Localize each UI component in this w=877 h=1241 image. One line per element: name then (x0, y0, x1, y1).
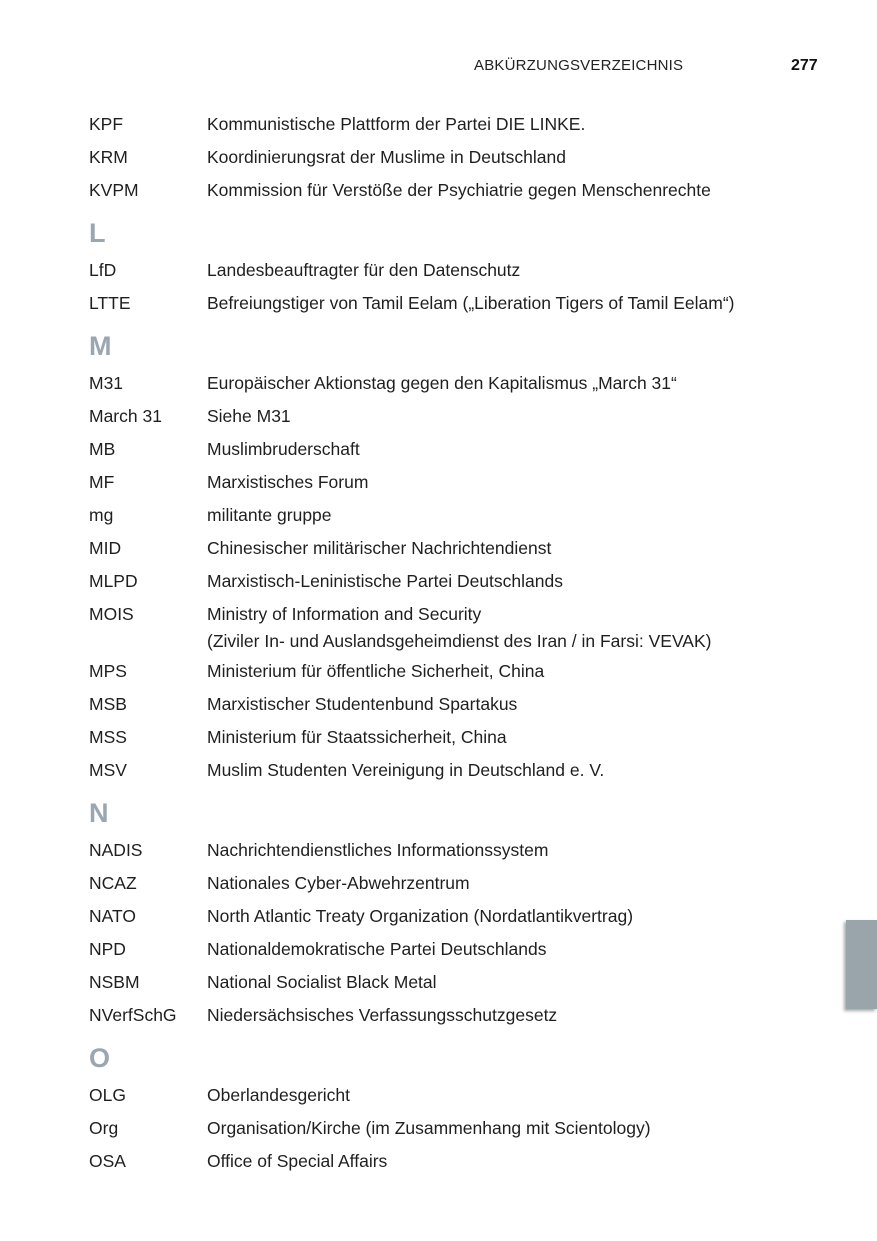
abbreviation: OLG (89, 1085, 126, 1105)
list-item (89, 108, 849, 141)
definition-line: Office of Special Affairs (207, 1151, 388, 1171)
abbreviation: LTTE (89, 293, 131, 313)
page-number: 277 (791, 57, 818, 74)
abbreviation: NVerfSchG (89, 1005, 177, 1025)
list-item (89, 1079, 849, 1112)
abbreviation: KVPM (89, 180, 139, 200)
list-item (89, 688, 849, 721)
abbreviation: OSA (89, 1151, 126, 1171)
definition (207, 502, 849, 532)
list-item (89, 1112, 849, 1145)
list-item (89, 499, 849, 532)
thumb-index-tab (846, 920, 877, 1009)
section (89, 787, 849, 1032)
definition (207, 257, 849, 287)
definition-line: Nachrichtendienstliches Informationssystem (207, 840, 549, 860)
definition (207, 144, 849, 174)
abbreviation: March 31 (89, 406, 162, 426)
definition-line: Siehe M31 (207, 406, 291, 426)
definition (207, 936, 849, 966)
definition (207, 601, 849, 655)
definition (207, 903, 849, 933)
abbreviation: NCAZ (89, 873, 137, 893)
list-item (89, 598, 849, 655)
abbreviation: NATO (89, 906, 136, 926)
definition (207, 403, 849, 433)
definition-line: Ministerium für öffentliche Sicherheit, China (207, 661, 545, 681)
definition-line: Muslimbruderschaft (207, 439, 360, 459)
definition (207, 177, 849, 207)
list-item (89, 532, 849, 565)
definition-line: Nationaldemokratische Partei Deutschlands (207, 939, 547, 959)
list-item (89, 900, 849, 933)
abbreviation-list (89, 108, 849, 1178)
definition-line: Kommunistische Plattform der Partei DIE LINKE. (207, 114, 586, 134)
section-letter: N (89, 798, 109, 828)
definition-line: (Ziviler In- und Auslandsgeheimdienst des Iran / in Farsi: VEVAK) (207, 631, 712, 651)
definition (207, 568, 849, 598)
definition-line: Muslim Studenten Vereinigung in Deutschland e. V. (207, 760, 605, 780)
definition (207, 837, 849, 867)
section-letter: O (89, 1043, 111, 1073)
definition (207, 1082, 849, 1112)
abbreviation: mg (89, 505, 114, 525)
definition-line: Kommission für Verstöße der Psychiatrie gegen Menschenrechte (207, 180, 711, 200)
list-item (89, 834, 849, 867)
abbreviation: NADIS (89, 840, 143, 860)
definition-line: Chinesischer militärischer Nachrichtendienst (207, 538, 552, 558)
list-item (89, 174, 849, 207)
abbreviation: MSB (89, 694, 127, 714)
abbreviation: MSV (89, 760, 127, 780)
abbreviation: NSBM (89, 972, 140, 992)
abbreviation: NPD (89, 939, 126, 959)
header-title: ABKÜRZUNGSVERZEICHNIS (474, 57, 684, 74)
definition (207, 111, 849, 141)
definition-line: Marxistisch-Leninistische Partei Deutschlands (207, 571, 563, 591)
definition (207, 691, 849, 721)
list-item (89, 287, 849, 320)
definition (207, 757, 849, 787)
list-item (89, 655, 849, 688)
abbreviation: MSS (89, 727, 127, 747)
definition-line: militante gruppe (207, 505, 332, 525)
list-item (89, 1145, 849, 1178)
list-item (89, 141, 849, 174)
definition (207, 658, 849, 688)
list-item (89, 721, 849, 754)
list-item (89, 565, 849, 598)
abbreviation: LfD (89, 260, 117, 280)
list-item (89, 433, 849, 466)
abbreviation: MOIS (89, 604, 134, 624)
abbreviation: M31 (89, 373, 124, 393)
definition-line: National Socialist Black Metal (207, 972, 437, 992)
definition-line: Koordinierungsrat der Muslime in Deutschland (207, 147, 566, 167)
definition (207, 1115, 849, 1145)
definition-line: Landesbeauftragter für den Datenschutz (207, 260, 521, 280)
abbreviation: KRM (89, 147, 128, 167)
definition-line: Ministry of Information and Security (207, 604, 482, 624)
abbreviation: MF (89, 472, 115, 492)
definition-line: Nationales Cyber-Abwehrzentrum (207, 873, 470, 893)
definition (207, 290, 849, 320)
list-item (89, 933, 849, 966)
list-item (89, 754, 849, 787)
definition (207, 969, 849, 999)
definition (207, 724, 849, 754)
abbreviation: MLPD (89, 571, 138, 591)
section (89, 207, 849, 320)
definition-line: Niedersächsisches Verfassungsschutzgesetz (207, 1005, 558, 1025)
definition (207, 370, 849, 400)
definition (207, 469, 849, 499)
list-item (89, 367, 849, 400)
definition-line: Marxistisches Forum (207, 472, 369, 492)
section (89, 320, 849, 787)
abbreviation: KPF (89, 114, 124, 134)
list-item (89, 400, 849, 433)
section (89, 108, 849, 207)
definition (207, 1002, 849, 1032)
abbreviation: Org (89, 1118, 119, 1138)
list-item (89, 254, 849, 287)
list-item (89, 999, 849, 1032)
definition-line: Ministerium für Staatssicherheit, China (207, 727, 507, 747)
abbreviation: MID (89, 538, 122, 558)
list-item (89, 867, 849, 900)
section (89, 1032, 849, 1178)
definition (207, 870, 849, 900)
abbreviation: MB (89, 439, 116, 459)
list-item (89, 966, 849, 999)
section-letter: M (89, 331, 112, 361)
definition-line: Befreiungstiger von Tamil Eelam („Liberation Tigers of Tamil Eelam“) (207, 293, 735, 313)
definition (207, 1148, 849, 1178)
definition-line: Europäischer Aktionstag gegen den Kapitalismus „March 31“ (207, 373, 677, 393)
definition (207, 535, 849, 565)
list-item (89, 466, 849, 499)
definition (207, 436, 849, 466)
abbreviation: MPS (89, 661, 127, 681)
section-letter: L (89, 218, 106, 248)
definition-line: North Atlantic Treaty Organization (Nordatlantikvertrag) (207, 906, 634, 926)
definition-line: Marxistischer Studentenbund Spartakus (207, 694, 518, 714)
definition-line: Oberlandesgericht (207, 1085, 350, 1105)
definition-line: Organisation/Kirche (im Zusammenhang mit Scientology) (207, 1118, 651, 1138)
